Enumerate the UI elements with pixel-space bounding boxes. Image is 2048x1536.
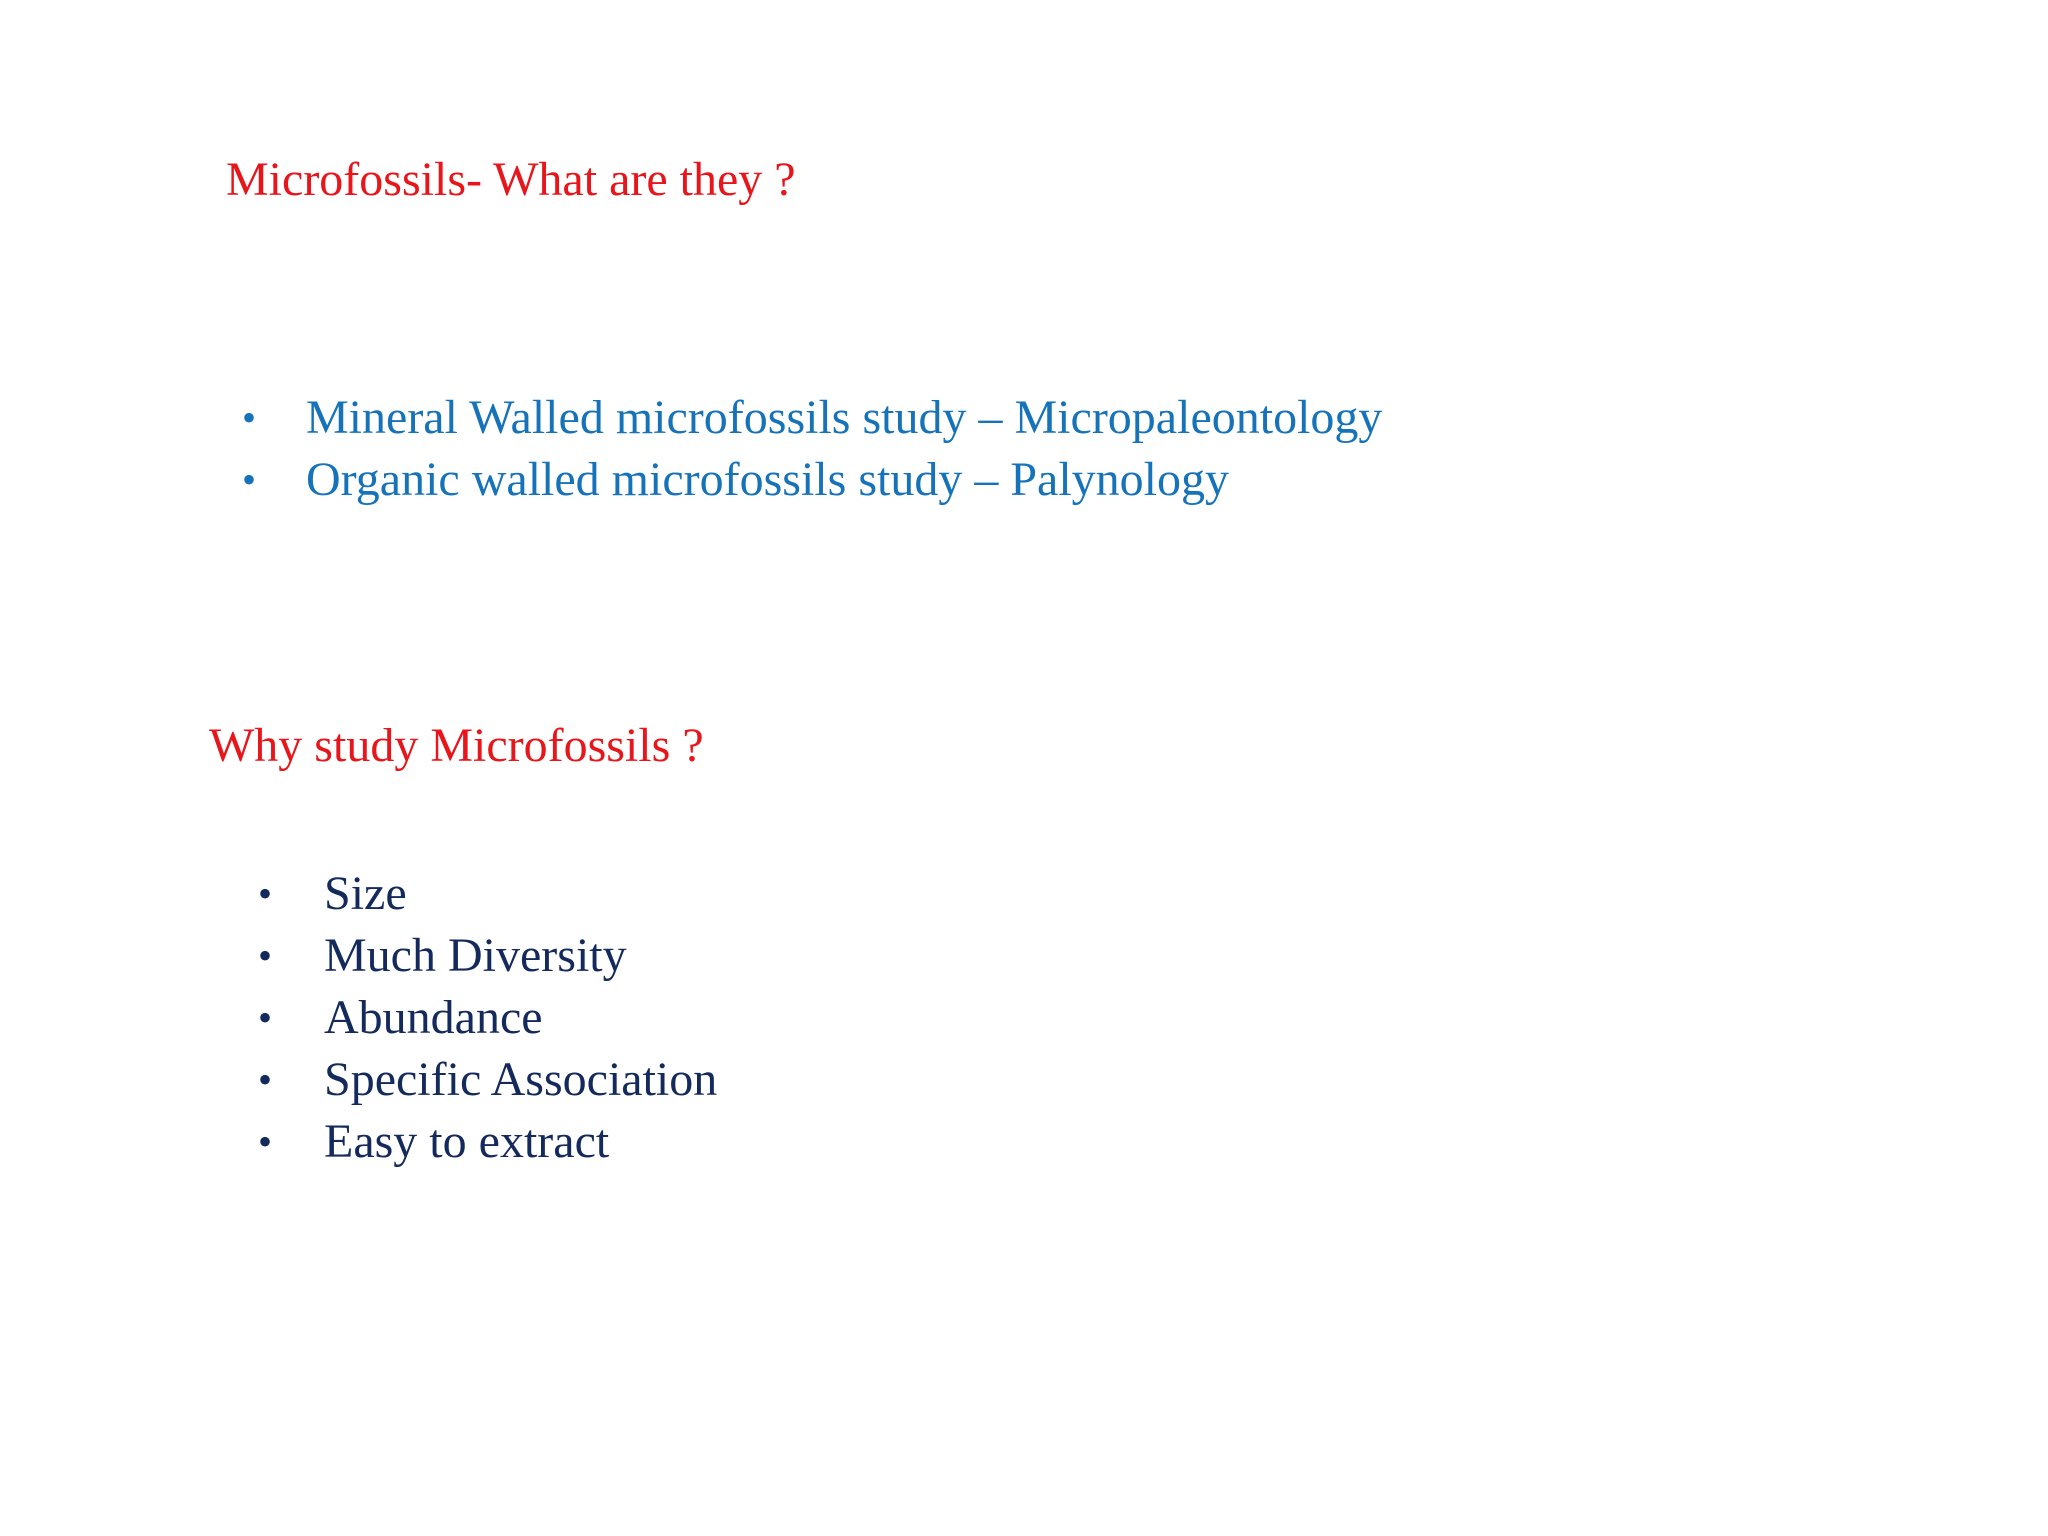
bullet-icon: • xyxy=(258,1119,273,1164)
bullet-icon: • xyxy=(242,457,257,502)
list-item-text: Easy to extract xyxy=(324,1115,610,1168)
list-item-text: Mineral Walled microfossils study – Micropaleontology xyxy=(306,391,1383,444)
bullet-icon: • xyxy=(258,995,273,1040)
heading-why-study-microfossils: Why study Microfossils ? xyxy=(209,719,704,772)
list-item-text: Specific Association xyxy=(324,1053,718,1106)
bullet-icon: • xyxy=(258,933,273,978)
list-item-text: Organic walled microfossils study – Palynology xyxy=(306,453,1230,506)
bullet-icon: • xyxy=(258,871,273,916)
list-item-text: Much Diversity xyxy=(324,929,627,982)
heading-what-are-microfossils: Microfossils- What are they ? xyxy=(226,153,796,206)
bullet-icon: • xyxy=(258,1057,273,1102)
list-item-text: Abundance xyxy=(324,991,543,1044)
bullet-icon: • xyxy=(242,395,257,440)
list-item-text: Size xyxy=(324,867,407,920)
